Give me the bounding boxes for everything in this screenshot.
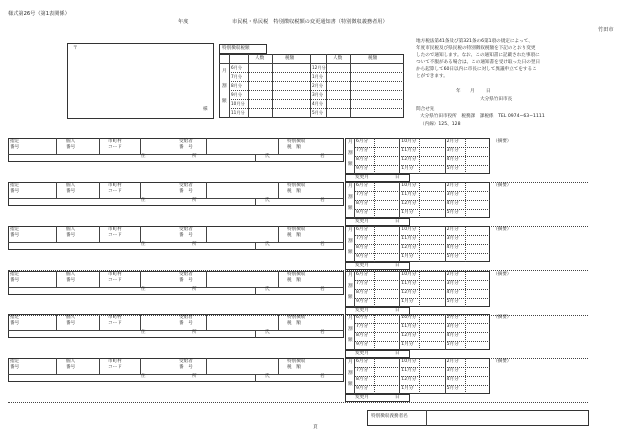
record-month-label: 1月分	[401, 341, 414, 347]
month-split-char: 月	[348, 316, 353, 321]
record-month-label: 10月分	[401, 138, 417, 144]
designation-label: 番号	[10, 145, 20, 150]
record-month-label: 4月分	[446, 156, 459, 162]
designation-label: 指定	[10, 315, 20, 320]
fiscal-year-label: 年度	[178, 19, 189, 25]
name-label: 氏	[265, 198, 270, 203]
personal-number-label: 番号	[66, 365, 76, 370]
record-month-label: 7月分	[356, 367, 369, 373]
name-label: 氏	[265, 154, 270, 159]
personal-number-label: 番号	[66, 233, 76, 238]
month-split-char: 額	[348, 338, 353, 343]
personal-number-label: 個人	[66, 139, 76, 144]
city-code-label: 市町村	[108, 359, 122, 364]
personal-number-label: 個人	[66, 227, 76, 232]
record-month-label: 12月分	[401, 376, 417, 382]
address-label: 所	[192, 242, 197, 247]
address-label: 住	[141, 154, 146, 159]
designation-label: 番号	[10, 189, 20, 194]
personal-number-label: 番号	[66, 189, 76, 194]
record-month-label: 10月分	[401, 358, 417, 364]
city-code-label: コード	[108, 321, 122, 326]
record-month-label: 7月分	[356, 147, 369, 153]
month-split-char: 割	[348, 284, 353, 289]
month-split-char: 割	[348, 371, 353, 376]
record-month-label: 1月分	[401, 298, 414, 304]
designation-label: 番号	[10, 321, 20, 326]
record-month-label: 12月分	[401, 244, 417, 250]
name-label: 名	[320, 330, 325, 335]
record-month-label: 5月分	[446, 385, 459, 391]
record-month-label: 7月分	[356, 280, 369, 286]
changed-day-label: 日	[395, 395, 400, 400]
changed-day-label: 日	[395, 308, 400, 313]
top-month-label: 9月分	[231, 92, 243, 97]
address-label: 所	[192, 154, 197, 159]
record-month-label: 8月分	[356, 244, 369, 250]
recipient-number-label: 番 号	[179, 189, 193, 194]
record-month-label: 3月分	[446, 235, 459, 241]
recipient-number-label: 番 号	[179, 233, 193, 238]
record-month-label: 3月分	[446, 147, 459, 153]
top-month-label: 8月分	[231, 83, 243, 88]
notice-line: から起算して60日以内に市長に対して異議申立てをするこ	[416, 67, 537, 72]
record-month-label: 9月分	[356, 209, 369, 215]
month-split-char: 割	[348, 327, 353, 332]
record-month-label: 11月分	[401, 235, 417, 241]
name-label: 名	[320, 374, 325, 379]
address-label: 所	[192, 330, 197, 335]
special-tax-label: 税 額	[287, 278, 301, 283]
record-month-label: 10月分	[401, 314, 417, 320]
record-month-label: 11月分	[401, 323, 417, 329]
record-month-label: 4月分	[446, 376, 459, 382]
record-month-label: 9月分	[356, 253, 369, 259]
month-split-char: 割	[348, 195, 353, 200]
recipient-number-label: 番 号	[179, 365, 193, 370]
record-month-label: 2月分	[446, 138, 459, 144]
recipient-number-label: 番 号	[179, 278, 193, 283]
city-code-label: コード	[108, 365, 122, 370]
designation-label: 番号	[10, 233, 20, 238]
notice-line: 年度市民税及び県民税の特別徴収税額を下記のとおり変更	[416, 46, 536, 51]
top-month-label: 2月分	[312, 83, 324, 88]
name-label: 名	[320, 154, 325, 159]
personal-number-label: 個人	[66, 272, 76, 277]
top-month-label: 6月分	[231, 65, 243, 70]
record-month-label: 1月分	[401, 253, 414, 259]
col-header-count-2: 人数	[333, 56, 343, 61]
record-month-label: 11月分	[401, 191, 417, 197]
top-month-label: 11月分	[231, 110, 245, 115]
record-month-label: 5月分	[446, 253, 459, 259]
record-month-label: 5月分	[446, 209, 459, 215]
date-month-label: 月	[470, 89, 475, 94]
address-label: 所	[192, 198, 197, 203]
name-label: 氏	[265, 242, 270, 247]
form-number: 様式第26号（第1表関係）	[8, 11, 70, 17]
special-tax-label: 特別徴収	[287, 359, 306, 364]
summary-label: （摘要）	[493, 271, 512, 277]
contact-line: 大分県竹田市役所 税務課 課税係 TEL 0974−63−1111	[420, 114, 545, 119]
record-month-label: 12月分	[401, 289, 417, 295]
recipient-number-label: 受給者	[179, 183, 193, 188]
month-split-char-3: 額	[222, 99, 227, 104]
record-month-label: 2月分	[446, 358, 459, 364]
extension-line: （内線）125、128	[420, 122, 461, 127]
month-split-char: 月	[348, 228, 353, 233]
contact-title: 問合せ先	[416, 107, 435, 112]
designation-label: 番号	[10, 365, 20, 370]
notice-line: 地方税法第41条及び第321条の6第1項の規定によって、	[416, 39, 533, 44]
record-month-label: 3月分	[446, 323, 459, 329]
special-tax-label: 特別徴収	[287, 139, 306, 144]
changed-month-label: 変更月	[355, 351, 369, 356]
city-code-label: コード	[108, 278, 122, 283]
summary-label: （摘要）	[493, 182, 512, 188]
recipient-number-label: 受給者	[179, 359, 193, 364]
personal-number-label: 番号	[66, 278, 76, 283]
special-tax-label: 税 額	[287, 145, 301, 150]
recipient-number-label: 受給者	[179, 227, 193, 232]
record-month-label: 2月分	[446, 226, 459, 232]
designation-label: 指定	[10, 227, 20, 232]
record-month-label: 6月分	[356, 314, 369, 320]
city-code-label: 市町村	[108, 227, 122, 232]
record-month-label: 5月分	[446, 341, 459, 347]
record-month-label: 6月分	[356, 271, 369, 277]
top-month-label: 12月分	[312, 65, 326, 70]
summary-label: （摘要）	[493, 358, 512, 364]
personal-number-label: 個人	[66, 183, 76, 188]
name-label: 氏	[265, 287, 270, 292]
issuer-name: 大分県竹田市長	[480, 97, 513, 102]
record-month-label: 1月分	[401, 209, 414, 215]
summary-label: （摘要）	[493, 226, 512, 232]
recipient-address-box	[67, 43, 214, 119]
changed-day-label: 日	[395, 263, 400, 268]
top-month-label: 10月分	[231, 101, 245, 106]
record-month-label: 9月分	[356, 298, 369, 304]
date-day-label: 日	[486, 89, 491, 94]
changed-day-label: 日	[395, 219, 400, 224]
date-year-label: 年	[456, 89, 461, 94]
record-month-label: 12月分	[401, 200, 417, 206]
month-split-char: 額	[348, 250, 353, 255]
summary-label: （摘要）	[493, 314, 512, 320]
record-month-label: 11月分	[401, 367, 417, 373]
month-split-char: 額	[348, 382, 353, 387]
record-month-label: 5月分	[446, 298, 459, 304]
changed-month-label: 変更月	[355, 175, 369, 180]
top-month-label: 3月分	[312, 92, 324, 97]
month-split-char: 割	[348, 239, 353, 244]
notice-line: したので通知します。なお、この通知書に記載された事項に	[416, 53, 540, 58]
obligor-name-label: 特別徴収義務者名	[371, 414, 408, 419]
city-code-label: 市町村	[108, 272, 122, 277]
record-month-label: 9月分	[356, 165, 369, 171]
month-split-char-1: 月	[222, 69, 227, 74]
month-split-char: 割	[348, 151, 353, 156]
record-month-label: 4月分	[446, 289, 459, 295]
honorific-sama: 様	[203, 107, 208, 112]
recipient-number-label: 番 号	[179, 145, 193, 150]
record-month-label: 2月分	[446, 182, 459, 188]
month-split-char: 月	[348, 360, 353, 365]
changed-day-label: 日	[395, 351, 400, 356]
record-month-label: 11月分	[401, 147, 417, 153]
record-month-label: 12月分	[401, 332, 417, 338]
address-label: 住	[141, 374, 146, 379]
record-month-label: 10月分	[401, 182, 417, 188]
top-month-label: 7月分	[231, 74, 243, 79]
record-month-label: 8月分	[356, 332, 369, 338]
city-code-label: コード	[108, 189, 122, 194]
month-split-char: 月	[348, 184, 353, 189]
record-month-label: 8月分	[356, 289, 369, 295]
month-split-char: 額	[348, 162, 353, 167]
month-split-char: 月	[348, 273, 353, 278]
record-month-label: 7月分	[356, 235, 369, 241]
city-code-label: 市町村	[108, 315, 122, 320]
name-label: 名	[320, 287, 325, 292]
top-month-label: 1月分	[312, 74, 324, 79]
record-month-label: 4月分	[446, 332, 459, 338]
personal-number-label: 番号	[66, 321, 76, 326]
record-month-label: 6月分	[356, 358, 369, 364]
record-month-label: 7月分	[356, 323, 369, 329]
designation-label: 指定	[10, 183, 20, 188]
address-label: 所	[192, 374, 197, 379]
city-code-label: 市町村	[108, 139, 122, 144]
record-month-label: 3月分	[446, 191, 459, 197]
recipient-number-label: 受給者	[179, 139, 193, 144]
record-month-label: 1月分	[401, 165, 414, 171]
top-month-label: 5月分	[312, 110, 324, 115]
designation-label: 指定	[10, 272, 20, 277]
record-month-label: 5月分	[446, 165, 459, 171]
record-month-label: 9月分	[356, 341, 369, 347]
record-month-label: 9月分	[356, 385, 369, 391]
record-month-label: 11月分	[401, 280, 417, 286]
special-tax-label: 特別徴収	[287, 315, 306, 320]
designation-label: 番号	[10, 278, 20, 283]
city-code-label: 市町村	[108, 183, 122, 188]
record-month-label: 10月分	[401, 226, 417, 232]
postal-mark: 〒	[73, 46, 78, 51]
changed-month-label: 変更月	[355, 219, 369, 224]
top-month-label: 4月分	[312, 101, 324, 106]
name-label: 氏	[265, 330, 270, 335]
record-month-label: 1月分	[401, 385, 414, 391]
record-month-label: 7月分	[356, 191, 369, 197]
personal-number-label: 個人	[66, 315, 76, 320]
designation-label: 指定	[10, 139, 20, 144]
special-tax-label: 特別徴収	[287, 183, 306, 188]
month-split-char-2: 割	[222, 84, 227, 89]
changed-month-label: 変更月	[355, 395, 369, 400]
notice-line: とができます。	[416, 74, 448, 79]
address-label: 住	[141, 330, 146, 335]
name-label: 氏	[265, 374, 270, 379]
document-title: 市民税・県民税 特別徴収税額の変更通知書（特別徴収義務者用）	[232, 19, 388, 25]
month-split-char: 額	[348, 206, 353, 211]
city-name: 竹田市	[598, 27, 614, 33]
record-month-label: 4月分	[446, 244, 459, 250]
recipient-number-label: 受給者	[179, 272, 193, 277]
record-month-label: 6月分	[356, 138, 369, 144]
recipient-number-label: 番 号	[179, 321, 193, 326]
special-tax-label: 税 額	[287, 233, 301, 238]
name-label: 名	[320, 242, 325, 247]
designation-label: 指定	[10, 359, 20, 364]
changed-day-label: 日	[395, 175, 400, 180]
special-tax-label: 税 額	[287, 189, 301, 194]
page-label: 頁	[313, 425, 318, 430]
record-month-label: 10月分	[401, 271, 417, 277]
address-label: 住	[141, 242, 146, 247]
special-tax-label: 特別徴収	[287, 272, 306, 277]
record-month-label: 8月分	[356, 156, 369, 162]
record-month-label: 6月分	[356, 226, 369, 232]
record-month-label: 2月分	[446, 271, 459, 277]
record-month-label: 8月分	[356, 200, 369, 206]
col-header-tax-1: 税額	[285, 56, 295, 61]
city-code-label: コード	[108, 145, 122, 150]
special-tax-title: 特別徴収税額	[222, 46, 250, 51]
changed-month-label: 変更月	[355, 263, 369, 268]
special-tax-label: 特別徴収	[287, 227, 306, 232]
personal-number-label: 番号	[66, 145, 76, 150]
month-split-char: 額	[348, 295, 353, 300]
record-month-label: 8月分	[356, 376, 369, 382]
address-label: 住	[141, 287, 146, 292]
changed-month-label: 変更月	[355, 308, 369, 313]
record-month-label: 6月分	[356, 182, 369, 188]
record-month-label: 12月分	[401, 156, 417, 162]
record-month-label: 4月分	[446, 200, 459, 206]
recipient-number-label: 受給者	[179, 315, 193, 320]
address-label: 所	[192, 287, 197, 292]
record-month-label: 3月分	[446, 367, 459, 373]
col-header-tax-2: 税額	[368, 56, 378, 61]
summary-label: （摘要）	[493, 138, 512, 144]
month-split-char: 月	[348, 140, 353, 145]
personal-number-label: 個人	[66, 359, 76, 364]
notice-line: ついて不服がある場合は、この通知書を受け取った日の翌日	[416, 60, 541, 65]
record-month-label: 3月分	[446, 280, 459, 286]
name-label: 名	[320, 198, 325, 203]
col-header-count-1: 人数	[255, 56, 265, 61]
special-tax-label: 税 額	[287, 321, 301, 326]
special-tax-label: 税 額	[287, 365, 301, 370]
city-code-label: コード	[108, 233, 122, 238]
address-label: 住	[141, 198, 146, 203]
record-month-label: 2月分	[446, 314, 459, 320]
